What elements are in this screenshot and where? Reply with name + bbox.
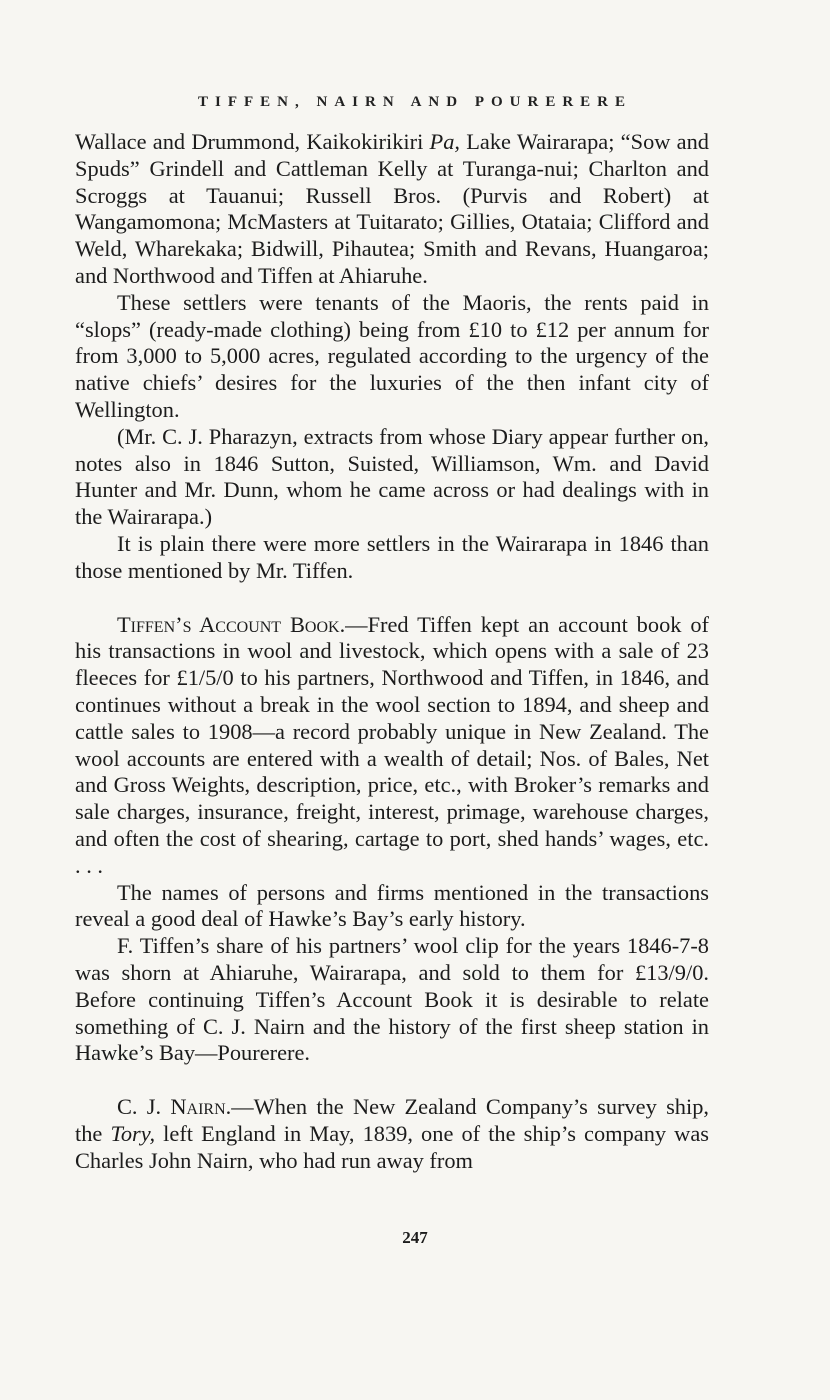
paragraph-wool-share: F. Tiffen’s share of his partners’ wool clip for the years 1846-7-8 was shorn at Ahiaruhe, Wairarapa, and sold to them for £13/9/0. Before continuing Tiffen’s Account Book it is desirable to relate something of C. J. Nairn and the history of the first sheep station in Hawke’s Bay—Pourerere. bbox=[75, 933, 709, 1066]
page-number: 247 bbox=[402, 1228, 428, 1247]
paragraph-names: The names of persons and firms mentioned in the transactions reveal a good deal of Hawke’s Bay’s early history. bbox=[75, 879, 709, 932]
italic-word: Pa, bbox=[429, 129, 461, 154]
text-span: —When the New Zealand Company’s survey ship, the bbox=[75, 1094, 709, 1146]
paragraph-nairn bbox=[75, 1094, 709, 1174]
text-span: Wallace and Drummond, Kaikokirikiri bbox=[75, 129, 430, 154]
ship-name: Tory, bbox=[110, 1120, 156, 1146]
paragraph-more-settlers: It is plain there were more settlers in the Wairarapa in 1846 than those mentioned by Mr. Tiffen. bbox=[75, 530, 709, 583]
section-heading: Tiffen’s Account Book. bbox=[117, 611, 346, 637]
text-span: C. J. bbox=[117, 1094, 171, 1120]
text-span: left England in May, 1839, one of the ship’s company was Charles John Nairn, who had run away from bbox=[75, 1120, 710, 1173]
paragraph-tenants: These settlers were tenants of the Maoris, the rents paid in “slops” (ready-made clothing) being from £10 to £12 per annum for from 3,000 to 5,000 acres, regulated according to the urgency of the native chiefs’ desires for the luxuries of the then infant city of Wellington. bbox=[75, 289, 709, 422]
page-body bbox=[75, 129, 709, 1174]
running-header: TIFFEN, NAIRN AND POURERERE bbox=[197, 94, 633, 110]
section-heading: Nairn. bbox=[170, 1094, 232, 1120]
text-span: —Fred Tiffen kept an account book of his transactions in wool and livestock, which opens with a sale of 23 fleeces for £1/5/0 to his partners, Northwood and Tiffen, in 1846, and continues without a break in the wool section to 1894, and sheep and cattle sales to 1908—a record probably unique in New Zealand. The wool accounts are entered with a wealth of detail; Nos. of Bales, Net and Gross Weights, description, price, etc., with Broker’s remarks and sale charges, insurance, freight, interest, primage, warehouse charges, and often the cost of shearing, cartage to port, shed hands’ wages, etc. . . . bbox=[75, 611, 709, 878]
paragraph-pharazyn: (Mr. C. J. Pharazyn, extracts from whose Diary appear further on, notes also in 1846 Sutton, Suisted, Williamson, Wm. and David Hunter and Mr. Dunn, whom he came across or had dealings with in the Wairarapa.) bbox=[75, 423, 709, 530]
paragraph-settlers-list bbox=[75, 129, 709, 290]
text-span: Lake Wairarapa; “Sow and Spuds” Grindell and Cattleman Kelly at Turanga-nui; Charlton and Scroggs at Tauanui; Russell Bros. (Purvis and Robert) at Wangamomona; McMasters at Tuitarato; Gillies, Otataia; Clifford and Weld, Wharekaka; Bidwill, Pihautea; Smith and Revans, Huangaroa; and Northwood and Tiffen at Ahiaruhe. bbox=[75, 129, 709, 288]
paragraph-account-book bbox=[75, 612, 709, 880]
